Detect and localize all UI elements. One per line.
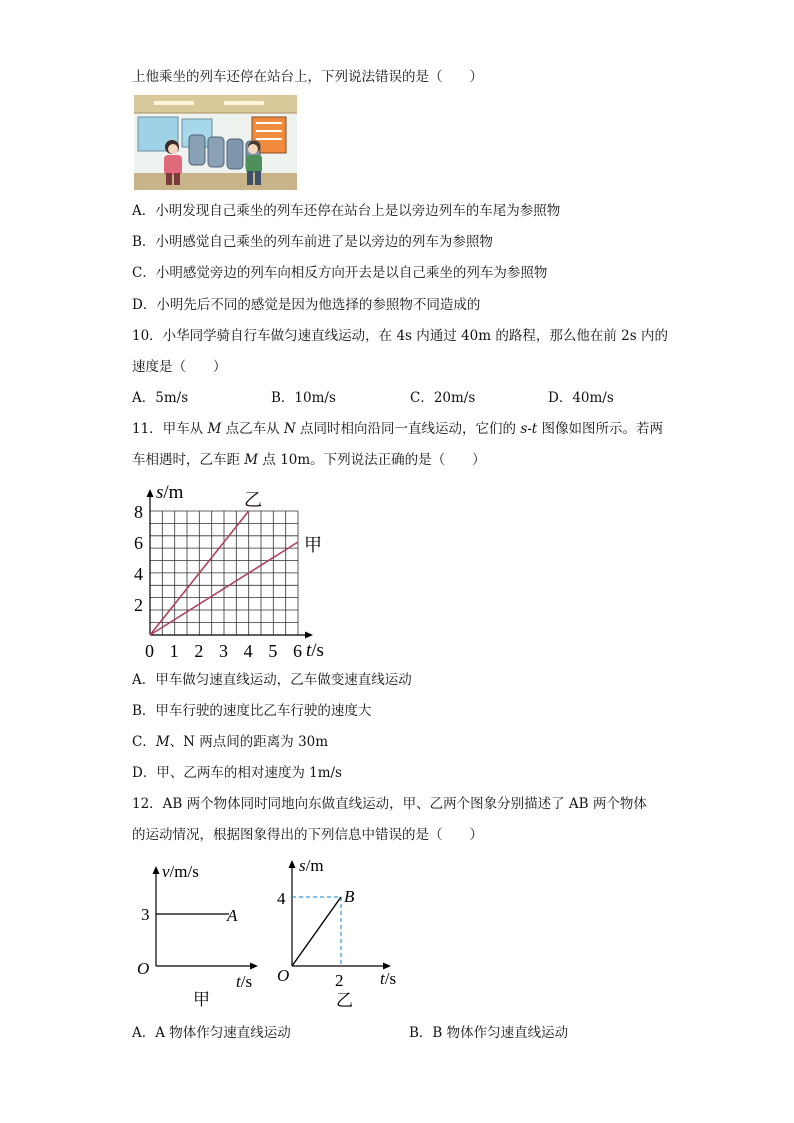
y-axis-label: v/m/s	[162, 862, 199, 881]
y-tick-label: 8	[134, 502, 143, 522]
x-value-label: 2	[335, 971, 344, 990]
q10-option-b: B．10m/s	[271, 390, 336, 406]
q11-option-c-text: 、N 两点间的距离为 30m	[169, 734, 329, 750]
st-label: s-t	[520, 421, 538, 437]
series-label-jia: 甲	[304, 535, 322, 555]
q12-stem-line2: 的运动情况，根据图象得出的下列信息中错误的是（ ）	[132, 827, 483, 843]
x-tick-label: 1	[169, 641, 179, 661]
y-axis-label: s/m	[299, 856, 324, 875]
x-tick-label: 0	[145, 641, 154, 661]
q12-stem-line1: 12．AB 两个物体同时同地向东做直线运动，甲、乙两个图象分别描述了 AB 两个物体	[132, 796, 647, 812]
q10-option-a: A．5m/s	[132, 390, 189, 406]
x-axis-label: t/s	[236, 972, 253, 991]
y-axis-label: s/m	[156, 482, 184, 503]
q9-option-c: C．小明感觉旁边的列车向相反方向开去是以自己乘坐的列车为参照物	[132, 265, 548, 281]
x-tick-label: 3	[219, 641, 229, 661]
q10-stem-line2: 速度是（ ）	[132, 359, 227, 375]
q11-text: 车相遇时，乙车距	[132, 452, 245, 468]
q11-stem-line1	[132, 420, 663, 438]
y-tick-label: 4	[134, 564, 143, 584]
series-label-yi: 乙	[244, 490, 262, 510]
st-graph-yi	[272, 852, 412, 1017]
origin-label: O	[137, 959, 150, 978]
q9-option-a: A．小明发现自己乘坐的列车还停在站台上是以旁边列车的车尾为参照物	[132, 203, 561, 219]
point-m-label: M	[207, 421, 222, 437]
x-axis-label: t/s	[306, 640, 324, 661]
q11-option-c	[132, 733, 328, 751]
x-tick-label: 5	[268, 641, 278, 661]
point-m-label: M	[244, 452, 259, 468]
point-n-label: N	[283, 421, 296, 437]
y-tick-label: 6	[134, 533, 143, 553]
y-tick-label: 2	[134, 595, 143, 615]
graph-caption: 乙	[336, 991, 353, 1010]
q11-option-a: A．甲车做匀速直线运动，乙车做变速直线运动	[132, 672, 412, 688]
value-label: 3	[141, 905, 150, 924]
q11-text: 点乙车从	[221, 421, 284, 437]
x-tick-label: 4	[243, 641, 253, 661]
q9-option-d: D．小明先后不同的感觉是因为他选择的参照物不同造成的	[132, 297, 481, 313]
q11-text: 点 10m。下列说法正确的是（ ）	[258, 452, 486, 468]
q12-option-b: B．B 物体作匀速直线运动	[409, 1025, 569, 1041]
q12-option-a: A．A 物体作匀速直线运动	[132, 1025, 291, 1041]
x-axis-label: t/s	[380, 969, 397, 988]
x-tick-label: 6	[293, 641, 303, 661]
q11-text: 点同时相向沿同一直线运动，它们的	[295, 421, 521, 437]
train-illustration	[134, 95, 297, 190]
q9-stem: 上他乘坐的列车还停在站台上，下列说法错误的是（ ）	[132, 69, 483, 85]
q11-option-b: B．甲车行驶的速度比乙车行驶的速度大	[132, 703, 372, 719]
q10-option-c: C．20m/s	[410, 390, 476, 406]
x-tick-label: 2	[194, 641, 204, 661]
origin-label: O	[277, 966, 290, 985]
q11-option-c-prefix: C．	[132, 734, 156, 750]
q9-option-b: B．小明感觉自己乘坐的列车前进了是以旁边的列车为参照物	[132, 234, 493, 250]
series-label-b: B	[344, 887, 355, 906]
axes	[147, 489, 314, 639]
vt-graph-jia	[130, 855, 270, 1015]
q11-stem-line2	[132, 451, 486, 469]
grid	[150, 511, 298, 635]
q11-option-d: D．甲、乙两车的相对速度为 1m/s	[132, 765, 342, 781]
q11-text: 11．甲车从	[132, 421, 208, 437]
q10-option-d: D．40m/s	[548, 390, 614, 406]
q11-text: 图像如图所示。若两	[537, 421, 664, 437]
q10-stem-line1: 10．小华同学骑自行车做匀速直线运动，在 4s 内通过 40m 的路程，那么他在前 2s 内的	[132, 328, 668, 344]
point-m-label: M	[155, 734, 170, 750]
st-graph	[130, 478, 340, 663]
series-label-a: A	[227, 906, 238, 925]
y-value-label: 4	[277, 889, 286, 908]
graph-caption: 甲	[193, 990, 210, 1009]
